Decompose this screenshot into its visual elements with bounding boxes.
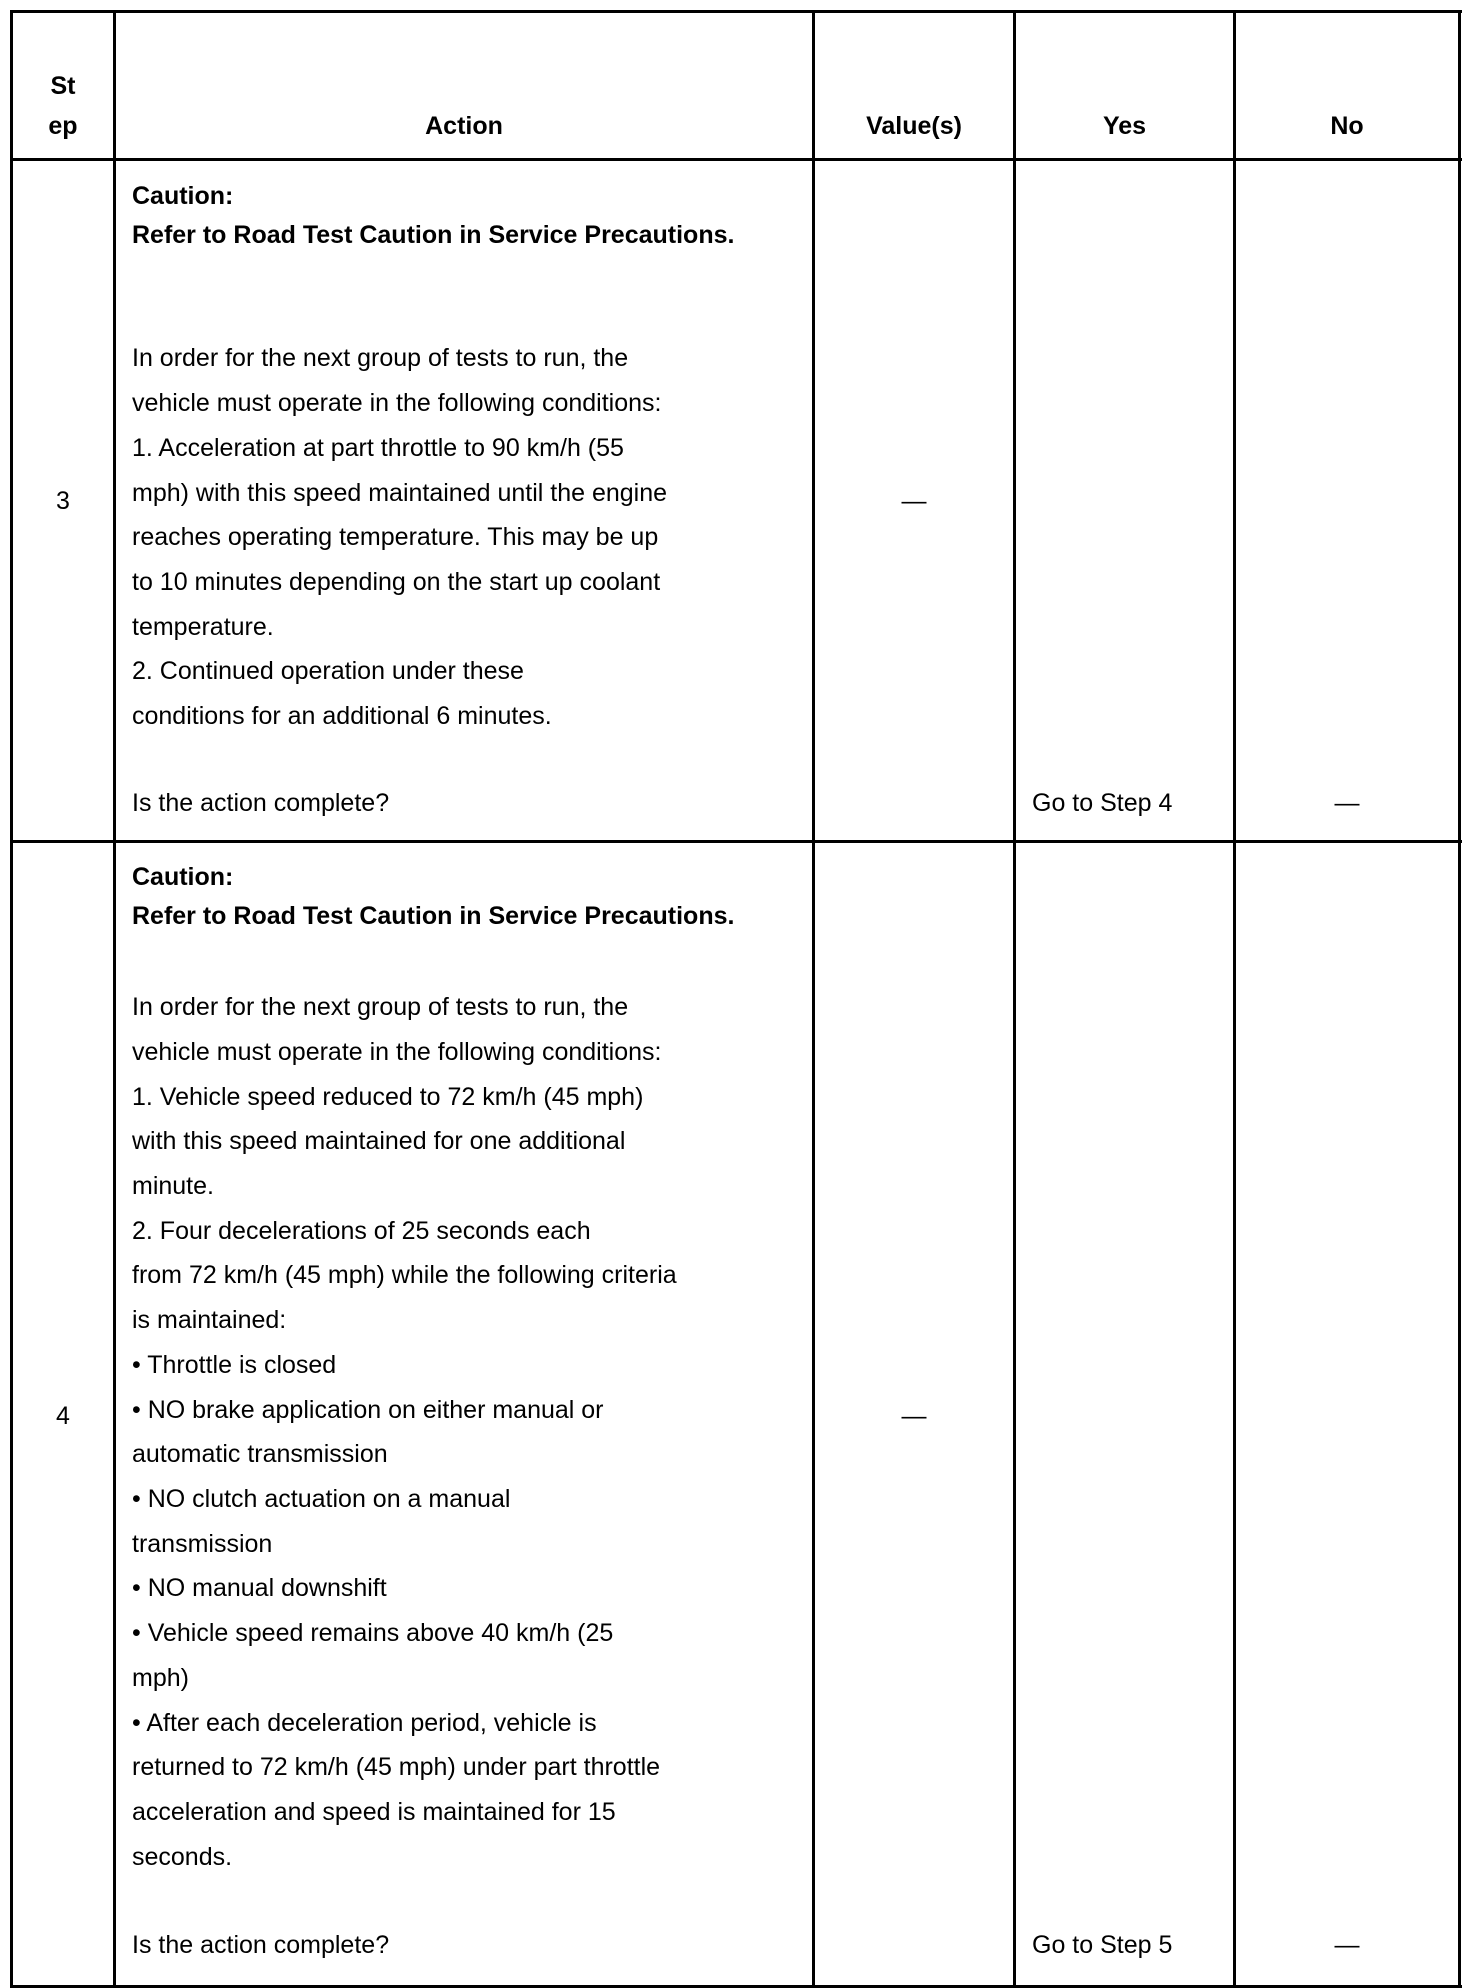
action-line: is maintained: — [132, 1306, 287, 1334]
caution-label: Caution: — [132, 863, 234, 891]
action-line: returned to 72 km/h (45 mph) under part throttle — [132, 1753, 661, 1781]
step-number: 4 — [56, 1402, 70, 1430]
action-line: 2. Continued operation under these — [132, 657, 524, 685]
action-line: acceleration and speed is maintained for 15 — [132, 1798, 616, 1826]
action-line: temperature. — [132, 613, 274, 641]
action-line: mph) — [132, 1664, 189, 1692]
action-line: from 72 km/h (45 mph) while the following criteria — [132, 1261, 677, 1289]
header-separator — [10, 158, 1462, 161]
action-line: automatic transmission — [132, 1440, 388, 1468]
column-divider-action — [812, 10, 815, 1988]
bullet-item: • After each deceleration period, vehicle is — [132, 1709, 597, 1737]
action-line: 1. Vehicle speed reduced to 72 km/h (45 mph) — [132, 1083, 644, 1111]
action-question: Is the action complete? — [132, 789, 390, 817]
action-line: with this speed maintained for one additional — [132, 1127, 626, 1155]
bullet-item: • NO clutch actuation on a manual — [132, 1485, 511, 1513]
yes-cell: Go to Step 4 — [1032, 789, 1173, 817]
action-line: to 10 minutes depending on the start up coolant — [132, 568, 661, 596]
header-yes: Yes — [1102, 112, 1147, 140]
header-action: Action — [425, 112, 503, 140]
action-line: seconds. — [132, 1843, 233, 1871]
no-cell: — — [1334, 789, 1360, 817]
column-divider-yes — [1233, 10, 1236, 1988]
caution-text: Refer to Road Test Caution in Service Precautions. — [132, 221, 735, 249]
action-line: In order for the next group of tests to run, the — [132, 993, 629, 1021]
action-line: vehicle must operate in the following conditions: — [132, 1038, 662, 1066]
bullet-item: • Vehicle speed remains above 40 km/h (25 — [132, 1619, 614, 1647]
column-divider-step — [113, 10, 116, 1988]
header-step-line2: ep — [48, 112, 78, 140]
yes-cell: Go to Step 5 — [1032, 1931, 1173, 1959]
action-line: transmission — [132, 1530, 273, 1558]
header-values: Value(s) — [866, 112, 962, 140]
no-cell: — — [1334, 1931, 1360, 1959]
bullet-item: • NO brake application on either manual or — [132, 1396, 604, 1424]
action-line: 1. Acceleration at part throttle to 90 km/h (55 — [132, 434, 624, 462]
action-line: minute. — [132, 1172, 214, 1200]
action-line: conditions for an additional 6 minutes. — [132, 702, 552, 730]
table-border-right — [1458, 10, 1461, 1988]
action-line: vehicle must operate in the following conditions: — [132, 389, 662, 417]
action-line: 2. Four decelerations of 25 seconds each — [132, 1217, 591, 1245]
caution-text: Refer to Road Test Caution in Service Precautions. — [132, 902, 735, 930]
bullet-item: • Throttle is closed — [132, 1351, 337, 1379]
action-question: Is the action complete? — [132, 1931, 390, 1959]
caution-label: Caution: — [132, 182, 234, 210]
header-step — [13, 66, 113, 146]
row-separator — [10, 840, 1462, 843]
header-no: No — [1330, 112, 1364, 140]
value-cell: — — [901, 1402, 927, 1430]
column-divider-values — [1013, 10, 1016, 1988]
action-line: In order for the next group of tests to run, the — [132, 344, 629, 372]
action-line: reaches operating temperature. This may be up — [132, 523, 659, 551]
table-border-top — [10, 10, 1462, 13]
value-cell: — — [901, 487, 927, 515]
step-number: 3 — [56, 487, 70, 515]
header-step-line1: St — [50, 72, 76, 100]
bullet-item: • NO manual downshift — [132, 1574, 387, 1602]
table-border-left — [10, 10, 13, 1988]
action-line: mph) with this speed maintained until the engine — [132, 479, 668, 507]
